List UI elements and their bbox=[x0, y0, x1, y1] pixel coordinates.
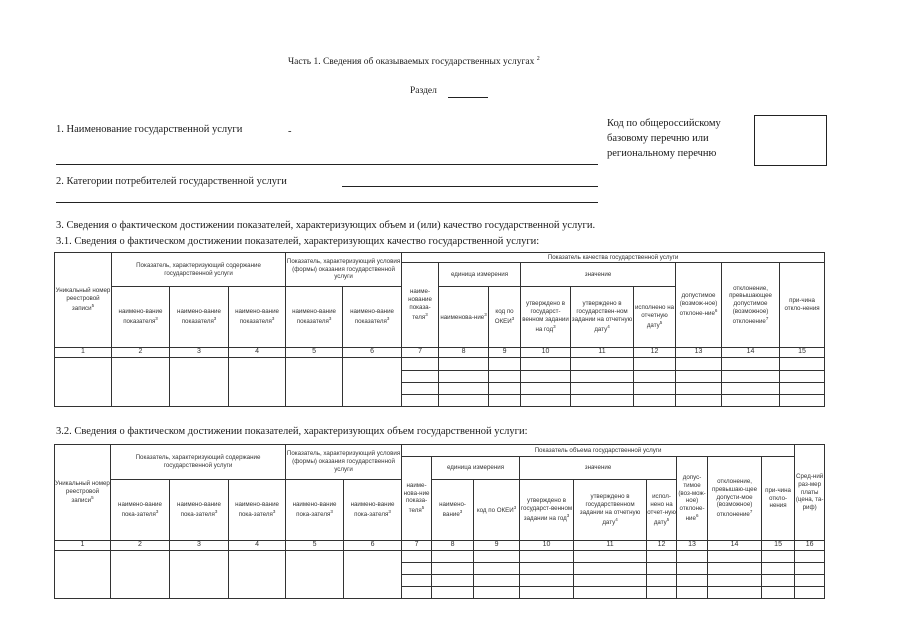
t1-h-name-text: наиме-нование показа-теля bbox=[408, 288, 432, 321]
t1-cell[interactable] bbox=[676, 395, 722, 407]
t2-cell[interactable] bbox=[647, 575, 677, 587]
t1-cell[interactable] bbox=[780, 358, 825, 371]
t1-cell[interactable] bbox=[571, 371, 634, 383]
t1-cell[interactable] bbox=[634, 383, 676, 395]
t1-cell[interactable] bbox=[521, 358, 571, 371]
t2-h-sub-name-3-text: наимено-вание пока-зателя bbox=[235, 501, 279, 519]
t1-cell[interactable] bbox=[286, 358, 343, 407]
t2-cell[interactable] bbox=[574, 587, 647, 599]
t1-h-reason: при-чина откло-нения bbox=[780, 263, 825, 348]
t1-cell[interactable] bbox=[571, 358, 634, 371]
t1-cell[interactable] bbox=[402, 371, 439, 383]
t2-col-num: 3 bbox=[170, 541, 229, 551]
t2-cell[interactable] bbox=[795, 563, 825, 575]
t1-h-unit: единица измерения bbox=[439, 263, 521, 287]
item32-label: 3.2. Сведения о фактическом достижении показателей, характеризующих объем государственной услуги: bbox=[56, 426, 528, 437]
t2-cell[interactable] bbox=[402, 587, 432, 599]
t2-h-unit-name bbox=[432, 480, 474, 541]
code-box[interactable] bbox=[754, 115, 827, 166]
t1-h-sub-name-3 bbox=[229, 287, 286, 348]
t1-col-num: 6 bbox=[343, 348, 402, 358]
t1-h-fulfilled-note: 5 bbox=[659, 319, 663, 325]
t1-cell[interactable] bbox=[676, 383, 722, 395]
t2-cell[interactable] bbox=[647, 563, 677, 575]
t1-col-num: 14 bbox=[722, 348, 780, 358]
t1-h-unit-name-note: 3 bbox=[484, 312, 487, 318]
t1-col-num: 9 bbox=[489, 348, 521, 358]
t2-cell[interactable] bbox=[432, 587, 474, 599]
t1-cell[interactable] bbox=[170, 358, 229, 407]
t1-h-unit-name bbox=[439, 287, 489, 348]
t2-col-num: 16 bbox=[795, 541, 825, 551]
t2-cell[interactable] bbox=[795, 551, 825, 563]
t1-cell[interactable] bbox=[439, 371, 489, 383]
t1-h-fulfilled bbox=[634, 287, 676, 348]
t2-cell[interactable] bbox=[762, 587, 795, 599]
t2-h-allowed-note: 6 bbox=[695, 512, 699, 518]
t1-h-name-note: 3 bbox=[425, 311, 428, 317]
t1-col-num: 7 bbox=[402, 348, 439, 358]
t1-cell[interactable] bbox=[439, 395, 489, 407]
t1-h-sub-name-3-text: наимено-вание показателя bbox=[235, 308, 279, 326]
t2-h-approved-year-text: утверждено в государст-венном задании на год bbox=[520, 497, 573, 522]
t1-h-sub-note-1: 3 bbox=[155, 315, 158, 321]
item3-label: 3. Сведения о фактическом достижении показателей, характеризующих объем и (или) качество государственной услуги. bbox=[56, 220, 596, 231]
t2-cell[interactable] bbox=[520, 563, 574, 575]
t2-cell[interactable] bbox=[762, 575, 795, 587]
t1-cell[interactable] bbox=[439, 358, 489, 371]
t2-h-sub-name-5 bbox=[344, 480, 402, 541]
t2-cell[interactable] bbox=[402, 575, 432, 587]
t2-col-num: 7 bbox=[402, 541, 432, 551]
t1-h-okei-note: 3 bbox=[511, 315, 515, 321]
t1-col-num: 4 bbox=[229, 348, 286, 358]
t2-number-row bbox=[55, 541, 825, 551]
t2-h-fulfilled-note: 5 bbox=[666, 516, 670, 522]
t2-col-num: 4 bbox=[229, 541, 286, 551]
t2-h-approved-date-text: утверждено в государственном задании на отчетную дату bbox=[579, 493, 641, 526]
t2-h-name bbox=[402, 457, 432, 541]
t2-h-okei bbox=[474, 480, 520, 541]
t2-h-avg-fee: Сред-ний раз-мер платы (цена, та-риф) bbox=[795, 445, 825, 541]
t2-cell[interactable] bbox=[762, 563, 795, 575]
t2-cell[interactable] bbox=[520, 587, 574, 599]
t1-cell[interactable] bbox=[489, 358, 521, 371]
t1-h-sub-name-5-text: наимено-вание показателя bbox=[350, 308, 394, 326]
t1-col-num: 8 bbox=[439, 348, 489, 358]
part-title-note: 2 bbox=[536, 56, 540, 62]
item1-label: 1. Наименование государственной услуги bbox=[56, 124, 243, 135]
t2-cell[interactable] bbox=[474, 563, 520, 575]
t2-h-reason: при-чина откло-нения bbox=[762, 457, 795, 541]
t2-cell[interactable] bbox=[402, 563, 432, 575]
t2-h-conditions: Показатель, характеризующий условия (формы) оказания государственной услуги bbox=[286, 445, 402, 480]
t1-col-num: 12 bbox=[634, 348, 676, 358]
t1-h-unique bbox=[55, 253, 112, 348]
t1-h-fulfilled-text: исполнено на отчетную дату bbox=[634, 304, 675, 329]
t2-h-value: значение bbox=[520, 457, 677, 480]
t1-number-row bbox=[55, 348, 825, 358]
t2-cell[interactable] bbox=[708, 575, 762, 587]
consumer-category-field-2[interactable] bbox=[56, 202, 598, 203]
t2-h-unit-name-text: наимено-вание bbox=[439, 501, 466, 519]
t1-col-num: 10 bbox=[521, 348, 571, 358]
t1-h-sub-name-1 bbox=[112, 287, 170, 348]
t1-h-okei bbox=[489, 287, 521, 348]
t2-cell[interactable] bbox=[795, 587, 825, 599]
t2-cell[interactable] bbox=[574, 551, 647, 563]
t2-cell[interactable] bbox=[677, 551, 708, 563]
t1-col-num: 3 bbox=[170, 348, 229, 358]
t1-cell[interactable] bbox=[112, 358, 170, 407]
t2-cell[interactable] bbox=[520, 575, 574, 587]
t1-cell[interactable] bbox=[521, 383, 571, 395]
t2-col-num: 9 bbox=[474, 541, 520, 551]
t2-h-unique bbox=[55, 445, 111, 541]
consumer-category-field[interactable] bbox=[342, 186, 598, 187]
t2-cell[interactable] bbox=[708, 551, 762, 563]
t2-h-content: Показатель, характеризующий содержание государственной услуги bbox=[111, 445, 286, 480]
t2-h-volume: Показатель объема государственной услуги bbox=[402, 445, 795, 457]
t1-cell[interactable] bbox=[722, 371, 780, 383]
t2-h-fulfilled bbox=[647, 480, 677, 541]
t2-cell[interactable] bbox=[474, 551, 520, 563]
t2-cell[interactable] bbox=[762, 551, 795, 563]
t2-cell[interactable] bbox=[677, 575, 708, 587]
t2-h-unique-text: Уникальный номер реестровой записи bbox=[55, 479, 110, 505]
t2-cell[interactable] bbox=[402, 551, 432, 563]
t2-cell[interactable] bbox=[474, 587, 520, 599]
t2-h-approved-year-note: 3 bbox=[566, 512, 570, 518]
t1-h-approved-year-note: 3 bbox=[553, 323, 556, 329]
t2-h-sub-name-1-text: наимено-вание пока-зателя bbox=[118, 501, 162, 519]
t2-col-num: 13 bbox=[677, 541, 708, 551]
t2-h-sub-note-2: 3 bbox=[214, 508, 218, 514]
t2-col-num: 15 bbox=[762, 541, 795, 551]
t1-col-num: 13 bbox=[676, 348, 722, 358]
t1-cell[interactable] bbox=[55, 358, 112, 407]
t1-h-sub-name-4-text: наимено-вание показателя bbox=[292, 308, 336, 326]
t2-col-num: 11 bbox=[574, 541, 647, 551]
t1-cell[interactable] bbox=[402, 395, 439, 407]
t1-h-sub-name-5 bbox=[343, 287, 402, 348]
t1-h-unique-note: 5 bbox=[91, 302, 95, 308]
t2-h-approved-date bbox=[574, 480, 647, 541]
t2-h-exceed-note: 7 bbox=[749, 509, 753, 515]
t1-col-num: 1 bbox=[55, 348, 112, 358]
quality-table bbox=[54, 252, 825, 407]
t1-h-allowed-note: 6 bbox=[714, 307, 718, 313]
t1-h-allowed bbox=[676, 263, 722, 348]
t2-data-row bbox=[55, 551, 825, 563]
t2-cell[interactable] bbox=[432, 575, 474, 587]
t2-h-sub-name-5-text: наимено-вание пока-зателя bbox=[350, 501, 395, 519]
t1-data-row bbox=[55, 358, 825, 371]
t1-h-quality: Показатель качества государственной услуги bbox=[402, 253, 825, 263]
part-title bbox=[288, 56, 540, 67]
t1-col-num: 5 bbox=[286, 348, 343, 358]
t2-h-fulfilled-text: испол-нено на отчет-ную дату bbox=[647, 493, 676, 526]
t2-cell[interactable] bbox=[574, 563, 647, 575]
t1-h-sub-note-2: 3 bbox=[213, 315, 217, 321]
t2-cell[interactable] bbox=[795, 575, 825, 587]
t2-col-num: 2 bbox=[111, 541, 170, 551]
service-name-field[interactable] bbox=[56, 164, 598, 165]
t2-cell[interactable] bbox=[111, 551, 170, 599]
t1-cell[interactable] bbox=[489, 383, 521, 395]
t1-cell[interactable] bbox=[489, 371, 521, 383]
t1-cell[interactable] bbox=[780, 395, 825, 407]
t2-cell[interactable] bbox=[677, 563, 708, 575]
t2-h-sub-note-1: 3 bbox=[155, 508, 159, 514]
t1-cell[interactable] bbox=[676, 371, 722, 383]
t2-h-unit-name-note: 3 bbox=[459, 508, 463, 514]
item2-label: 2. Категории потребителей государственной услуги bbox=[56, 176, 287, 187]
t2-cell[interactable] bbox=[677, 587, 708, 599]
t1-h-exceed-text: отклонение, превышающее допустимое (возможное) отклонение bbox=[729, 284, 772, 325]
t2-cell[interactable] bbox=[647, 551, 677, 563]
t2-col-num: 14 bbox=[708, 541, 762, 551]
t1-h-unit-name-text: наименова-ние bbox=[440, 314, 485, 322]
t2-cell[interactable] bbox=[474, 575, 520, 587]
t2-h-sub-name-2-text: наимено-вание пока-зателя bbox=[177, 501, 221, 519]
t1-cell[interactable] bbox=[521, 371, 571, 383]
section-label: Раздел bbox=[410, 86, 437, 96]
t1-h-approved-date-text: утверждено в государствен-ном задании на отчетную дату bbox=[571, 300, 633, 333]
t2-cell[interactable] bbox=[432, 551, 474, 563]
t2-h-exceed bbox=[708, 457, 762, 541]
t1-cell[interactable] bbox=[722, 395, 780, 407]
t2-h-sub-note-4: 3 bbox=[330, 508, 333, 514]
t1-cell[interactable] bbox=[722, 383, 780, 395]
t1-cell[interactable] bbox=[521, 395, 571, 407]
t1-h-sub-name-2 bbox=[170, 287, 229, 348]
t1-h-approved-year bbox=[521, 287, 571, 348]
t1-cell[interactable] bbox=[722, 358, 780, 371]
t2-cell[interactable] bbox=[229, 551, 286, 599]
t1-cell[interactable] bbox=[229, 358, 286, 407]
t2-col-num: 6 bbox=[344, 541, 402, 551]
t2-col-num: 12 bbox=[647, 541, 677, 551]
t2-col-num: 5 bbox=[286, 541, 344, 551]
item31-label: 3.1. Сведения о фактическом достижении показателей, характеризующих качество государственной услуги: bbox=[56, 236, 540, 247]
t1-h-sub-note-4: 3 bbox=[328, 315, 332, 321]
t1-h-okei-text: код по ОКЕИ bbox=[494, 308, 514, 326]
t2-cell[interactable] bbox=[432, 563, 474, 575]
t1-h-approved-year-text: утверждено в государст-венном задании на год bbox=[522, 300, 569, 333]
t2-cell[interactable] bbox=[55, 551, 111, 599]
t1-cell[interactable] bbox=[402, 358, 439, 371]
t1-cell[interactable] bbox=[780, 383, 825, 395]
t2-h-sub-name-2 bbox=[170, 480, 229, 541]
t2-cell[interactable] bbox=[344, 551, 402, 599]
t2-h-approved-year bbox=[520, 480, 574, 541]
t1-cell[interactable] bbox=[676, 358, 722, 371]
t2-h-name-note: 5 bbox=[421, 505, 425, 511]
t1-cell[interactable] bbox=[402, 383, 439, 395]
t1-h-sub-note-5: 3 bbox=[386, 315, 390, 321]
t2-h-name-text: наиме-нова-ние показа-теля bbox=[403, 481, 430, 515]
t2-cell[interactable] bbox=[708, 587, 762, 599]
t1-h-approved-date bbox=[571, 287, 634, 348]
t1-cell[interactable] bbox=[780, 371, 825, 383]
t1-h-name bbox=[402, 263, 439, 348]
t2-h-sub-note-5: 3 bbox=[388, 508, 391, 514]
t2-h-unit: единица измерения bbox=[432, 457, 520, 480]
t2-h-approved-date-note: 4 bbox=[615, 516, 618, 522]
t1-cell[interactable] bbox=[439, 383, 489, 395]
t2-h-sub-name-3 bbox=[229, 480, 286, 541]
t2-col-num: 1 bbox=[55, 541, 111, 551]
code-label-line-1: Код по общероссийскому bbox=[607, 118, 721, 129]
t2-h-okei-note: 3 bbox=[513, 505, 517, 511]
t1-cell[interactable] bbox=[489, 395, 521, 407]
t2-cell[interactable] bbox=[286, 551, 344, 599]
t1-cell[interactable] bbox=[343, 358, 402, 407]
t1-cell[interactable] bbox=[571, 383, 634, 395]
t1-cell[interactable] bbox=[634, 395, 676, 407]
t1-h-content: Показатель, характеризующий содержание государственной услуги bbox=[112, 253, 286, 287]
t1-h-value: значение bbox=[521, 263, 676, 287]
t2-col-num: 8 bbox=[432, 541, 474, 551]
part-title-text: Часть 1. Сведения об оказываемых государственных услугах bbox=[288, 57, 535, 68]
t1-h-unique-text: Уникальный номер реестровой записи bbox=[55, 287, 111, 312]
t1-cell[interactable] bbox=[634, 358, 676, 371]
t2-h-exceed-text: отклонение, превышаю-щее допусти-мое (возможное) отклонение bbox=[712, 478, 758, 519]
t2-h-allowed-text: допус-тимое (воз-мож-ное) отклоне-ние bbox=[678, 474, 706, 523]
t2-cell[interactable] bbox=[574, 575, 647, 587]
volume-table bbox=[54, 444, 825, 599]
t2-cell[interactable] bbox=[647, 587, 677, 599]
t2-h-sub-name-4 bbox=[286, 480, 344, 541]
t1-h-sub-name-2-text: наимено-вание показателя bbox=[177, 308, 221, 326]
t2-col-num: 10 bbox=[520, 541, 574, 551]
t1-h-sub-name-4 bbox=[286, 287, 343, 348]
t1-col-num: 2 bbox=[112, 348, 170, 358]
t2-cell[interactable] bbox=[708, 563, 762, 575]
section-number-field[interactable] bbox=[448, 97, 488, 98]
t1-h-sub-name-1-text: наимено-вание показателя bbox=[118, 308, 163, 326]
t1-h-approved-date-note: 4 bbox=[607, 323, 610, 329]
t1-h-exceed bbox=[722, 263, 780, 348]
t1-cell[interactable] bbox=[571, 395, 634, 407]
code-label-line-3: региональному перечню bbox=[607, 148, 717, 159]
code-label bbox=[607, 116, 721, 161]
t2-h-sub-name-1 bbox=[111, 480, 170, 541]
t1-h-exceed-note: 7 bbox=[765, 315, 769, 321]
t1-h-allowed-text: допустимое (возмож-ное) отклоне-ние bbox=[679, 292, 718, 317]
t2-cell[interactable] bbox=[170, 551, 229, 599]
t1-cell[interactable] bbox=[634, 371, 676, 383]
t2-h-allowed bbox=[677, 457, 708, 541]
t2-h-unique-note: 5 bbox=[91, 495, 94, 501]
item1-mark: - bbox=[288, 126, 292, 137]
t1-h-sub-note-3: 3 bbox=[271, 315, 275, 321]
t2-h-okei-text: код по ОКЕИ bbox=[476, 507, 514, 515]
code-label-line-2: базовому перечню или bbox=[607, 133, 709, 144]
t1-col-num: 11 bbox=[571, 348, 634, 358]
t2-cell[interactable] bbox=[520, 551, 574, 563]
t2-h-sub-name-4-text: наимено-вание пока-зателя bbox=[292, 501, 337, 519]
t2-h-sub-note-3: 3 bbox=[272, 508, 276, 514]
t1-h-conditions: Показатель, характеризующий условия (формы) оказания государственной услуги bbox=[286, 253, 402, 287]
t1-col-num: 15 bbox=[780, 348, 825, 358]
